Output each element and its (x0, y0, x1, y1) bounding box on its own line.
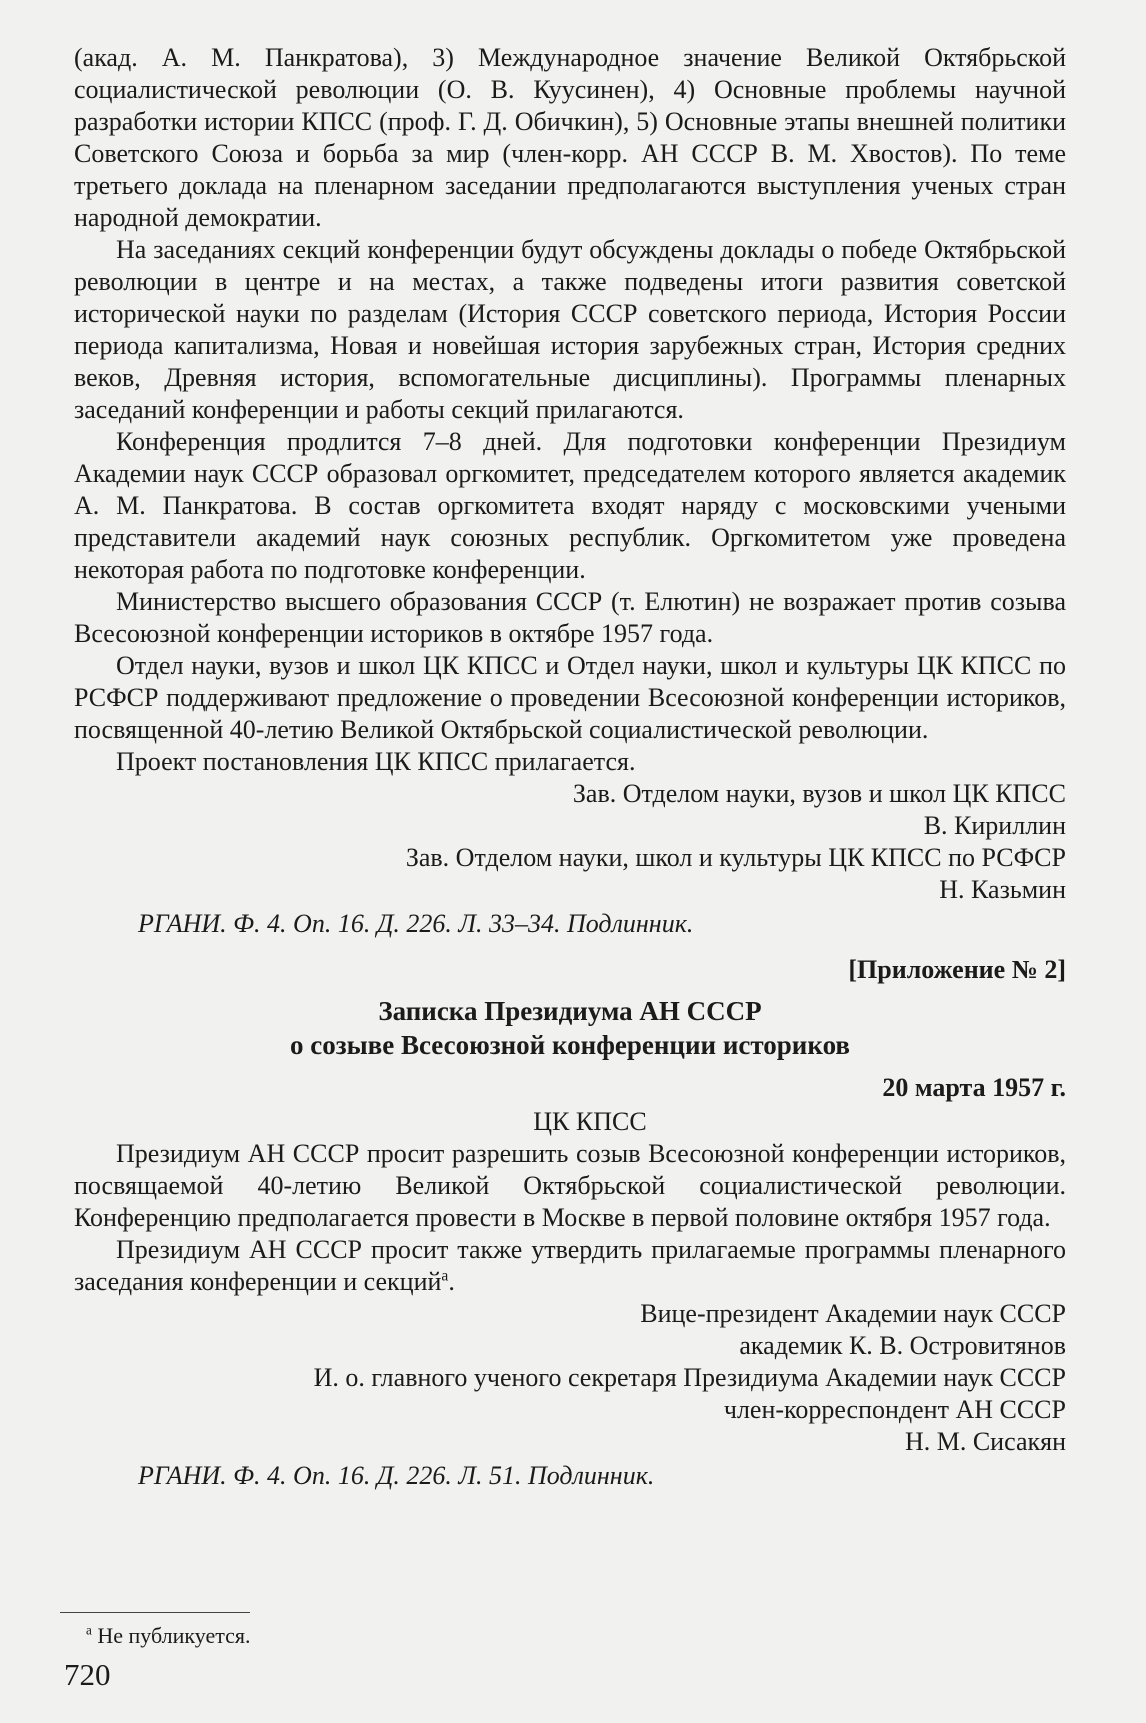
signature-title-4: И. о. главного ученого секретаря Президиума Академии наук СССР (313, 1363, 1066, 1392)
signature-name-2: Н. Казьмин (939, 875, 1066, 904)
archive-source-2: РГАНИ. Ф. 4. Оп. 16. Д. 226. Л. 51. Подлинник. (138, 1461, 655, 1490)
signature-title-5: член-корреспондент АН СССР (723, 1395, 1066, 1424)
signature-name-4: Н. М. Сисакян (904, 1427, 1066, 1456)
addressee: ЦК КПСС (533, 1107, 647, 1136)
footnote-divider (60, 1612, 250, 1613)
paragraph-programs-text: Президиум АН СССР просит также утвердить прилагаемые программы пленарного заседания конференции и секций (74, 1235, 1066, 1296)
page-number: 720 (64, 1657, 111, 1692)
document-title-line-2: о созыве Всесоюзной конференции историков (290, 1030, 850, 1060)
footnote-marker: а (86, 1622, 92, 1638)
footnote-text: Не публикуется. (97, 1623, 251, 1648)
document-title (74, 994, 1066, 1062)
paragraph-ministry: Министерство высшего образования СССР (т. Елютин) не возражает против созыва Всесоюзной конференции историков в октябре 1957 года. (74, 587, 1066, 648)
signature-title-2: Зав. Отделом науки, школ и культуры ЦК КПСС по РСФСР (405, 843, 1066, 872)
document-date: 20 марта 1957 г. (882, 1073, 1066, 1102)
note-marker: а (441, 1267, 449, 1285)
paragraph-programs: Президиум АН СССР просит также утвердить прилагаемые программы пленарного заседания конференции и секций$^а$. (74, 1235, 1066, 1296)
footnote (86, 1622, 251, 1650)
paragraph-sections: На заседаниях секций конференции будут обсуждены доклады о победе Октябрьской революции в центре и на местах, а также подведены итоги развития советской исторической науки по разделам (История СССР советского периода, История России периода капитализма, Новая и новейшая история зарубежных стран, История средних веков, Древняя история, вспомогательные дисциплины). Программы пленарных заседаний конференции и работы секций прилагаются. (74, 235, 1066, 424)
signature-title-3: Вице-президент Академии наук СССР (640, 1299, 1066, 1328)
signature-title-1: Зав. Отделом науки, вузов и школ ЦК КПСС (572, 779, 1066, 808)
signature-name-1: В. Кириллин (923, 811, 1066, 840)
paragraph-continuation: (акад. А. М. Панкратова), 3) Международное значение Великой Октябрьской социалистической революции (О. В. Куусинен), 4) Основные проблемы научной разработки истории КПСС (проф. Г. Д. Обичкин), 5) Основные этапы внешней политики Советского Союза и борьба за мир (член-корр. АН СССР В. М. Хвостов). По теме третьего доклада на пленарном заседании предполагаются выступления ученых стран народной демократии. (74, 43, 1066, 232)
paragraph-request: Президиум АН СССР просит разрешить созыв Всесоюзной конференции историков, посвящаемой 40-летию Великой Октябрьской социалистической революции. Конференцию предполагается провести в Москве в первой половине октября 1957 года. (74, 1139, 1066, 1232)
paragraph-draft-resolution: Проект постановления ЦК КПСС прилагается. (116, 747, 636, 776)
document-body (74, 42, 1066, 1492)
archive-source-1: РГАНИ. Ф. 4. Оп. 16. Д. 226. Л. 33–34. Подлинник. (138, 909, 694, 938)
paragraph-orgcommittee: Конференция продлится 7–8 дней. Для подготовки конференции Президиум Академии наук СССР образовал оргкомитет, председателем которого является академик А. М. Панкратова. В состав оргкомитета входят наряду с московскими учеными представители академий наук союзных республик. Оргкомитетом уже проведена некоторая работа по подготовке конференции. (74, 427, 1066, 584)
document-title-line-1: Записка Президиума АН СССР (378, 996, 762, 1026)
appendix-label: [Приложение № 2] (848, 955, 1066, 984)
paragraph-departments: Отдел науки, вузов и школ ЦК КПСС и Отдел науки, школ и культуры ЦК КПСС по РСФСР поддерживают предложение о проведении Всесоюзной конференции историков, посвященной 40-летию Великой Октябрьской социалистической революции. (74, 651, 1066, 744)
signature-name-3: академик К. В. Островитянов (739, 1331, 1066, 1360)
